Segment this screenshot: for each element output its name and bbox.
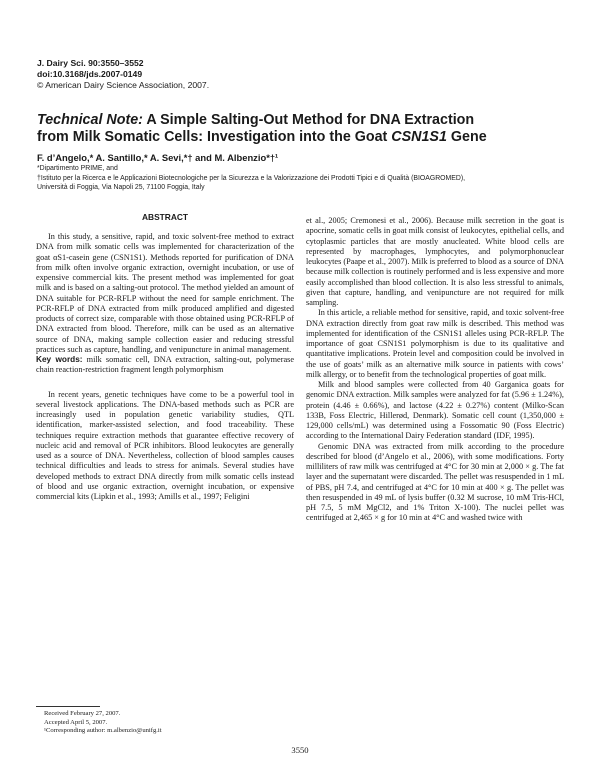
- footnote-accepted: Accepted April 5, 2007.: [44, 718, 108, 726]
- title-line1: A Simple Salting-Out Method for DNA Extraction: [142, 112, 475, 128]
- footnote-corresponding: ¹Corresponding author: m.albenzio@unifg.it: [44, 727, 162, 735]
- affiliation-2: †Istituto per la Ricerca e le Applicazioni Biotecnologiche per la Sicurezza e la Valorizzazione dei Prodotti Tipici e di Qualità (BIOAGROMED),: [37, 174, 466, 182]
- title-gene: CSN1S1: [391, 129, 447, 145]
- page-number: 3550: [291, 745, 309, 755]
- affiliations: [37, 164, 577, 193]
- right-paragraph-2: In this article, a reliable method for sensitive, rapid, and toxic solvent-free DNA extraction directly from goat raw milk is described. This method was implemented for identification of the CSN1S1 alleles using PCR-RFLP. The importance of goat CSN1S1 polymorphism is due to its qualitative and quantitative implications. Protein level and composition could be involved in the use of goats’ milk as an alternative milk source in patients with cows’ milk allergy, or to benefit from the technological properties of goat milk.: [306, 308, 564, 379]
- right-column: [306, 216, 564, 524]
- footnotes: [44, 710, 294, 736]
- journal-header: [37, 58, 337, 91]
- abstract-heading: ABSTRACT: [141, 212, 189, 222]
- abstract-body: In this study, a sensitive, rapid, and toxic solvent-free method to extract DNA from milk somatic cells was implemented for characterization of the goat αS1-casein gene (CSN1S1). Methods reported for purification of DNA from milk often involve organic extraction, overnight incubation, or use of expensive commercial kits. The present method was implemented for goat milk and is based on a salting-out protocol. The method yielded an amount of DNA suitable for PCR-RFLP without the need for sample enrichment. The PCR-RFLP of DNA extracted from milk produced amplified and digested products of correct size, comparable with those obtained using PCR-RFLP of DNA extracted from blood. Therefore, milk can be used as an alternative source of DNA, making sample collection easier and reducing stressful practices such as capture, handling, and venipuncture in animal management.: [36, 232, 294, 354]
- affiliation-1: *Dipartimento PRIME, and: [37, 165, 118, 172]
- doi: doi:10.3168/jds.2007-0149: [37, 69, 143, 79]
- copyright: © American Dairy Science Association, 2007.: [37, 80, 210, 90]
- left-column: [36, 232, 294, 502]
- keywords-label: Key words:: [36, 355, 83, 364]
- intro-paragraph: In recent years, genetic techniques have come to be a powerful tool in several livestock applications. The DNA-based methods such as PCR are increasingly used in population genetic variability studies, QTL identification, marker-assisted selection, and food traceability. These techniques require extraction methods that guarantee effective recovery of nucleic acid and removal of PCR inhibitors. Blood leukocytes are generally used as a source of DNA. Nevertheless, collection of blood samples causes technical difficulties and leads to stress for animals. Several studies have developed methods to extract DNA directly from milk somatic cells instead of blood and use organic extraction, overnight incubation, or expensive commercial kits (Lipkin et al., 1993; Amills et al., 1997; Feligini: [36, 389, 294, 501]
- right-paragraph-3: Milk and blood samples were collected from 40 Garganica goats for genomic DNA extraction. Milk samples were analyzed for fat (5.96 ± 1.24%), protein (4.46 ± 0.66%), and lactose (4.22 ± 0.27%) content (Milko-Scan 133B, Foss Electric, Hillerød, Denmark). Somatic cell count (1,350,000 ± 129,000 cells/mL) was determined using a Fossomatic 90 (Foss Electric) according to the International Dairy Federation standard (IDF, 1995).: [306, 380, 564, 441]
- affiliation-3: Università di Foggia, Via Napoli 25, 71100 Foggia, Italy: [37, 184, 205, 191]
- title-prefix: Technical Note:: [37, 112, 143, 128]
- right-paragraph-4: Genomic DNA was extracted from milk according to the procedure described for blood (d’Angelo et al., 2006), with some modifications. Forty milliliters of raw milk was centrifuged at 4°C for 30 min at 2,000 × g. The fat layer and the supernatant were discarded. The pellet was resuspended in 1 mL of PBS, pH 7.4, and centrifuged at 4°C for 10 min at 400 × g. The pellet was then resuspended in 49 mL of lysis buffer (0.32 M sucrose, 10 mM Tris-HCl, pH 7.5, 5 mM MgCl2, and 1% Triton X-100). The nuclei pellet was centrifuged at 2,465 × g for 10 min at 4°C and washed twice with: [306, 441, 564, 523]
- footnote-divider: [36, 706, 100, 707]
- journal-citation: J. Dairy Sci. 90:3550–3552: [37, 58, 144, 68]
- title-line2: from Milk Somatic Cells: Investigation into the Goat: [37, 129, 392, 145]
- right-paragraph-1: et al., 2005; Cremonesi et al., 2006). Because milk secretion in the goat is apocrine, somatic cells in goat milk consist of leukocytes, epithelial cells, and cytoplasmic particles that are mostly anucleated. White blood cells are represented by macrophages, lymphocytes, and polymorphonuclear leukocytes (Paape et al., 2007). Milk is preferred to blood as a source of DNA because milk collection is routinely performed and is less expensive and more easily accomplished than blood collection. It is also less stressful to animals, given that capture, handling, and venipuncture are not required for milk sampling.: [306, 216, 564, 307]
- title-suffix: Gene: [446, 129, 487, 145]
- footnote-received: Received February 27, 2007.: [44, 710, 121, 717]
- author-list: F. d’Angelo,* A. Santillo,* A. Sevi,*† and M. Albenzio*†¹: [37, 152, 279, 163]
- article-title: [37, 112, 577, 146]
- keywords-text: milk somatic cell, DNA extraction, salting-out, polymerase chain reaction-restriction fragment length polymorphism: [36, 355, 294, 375]
- keywords: [36, 355, 294, 376]
